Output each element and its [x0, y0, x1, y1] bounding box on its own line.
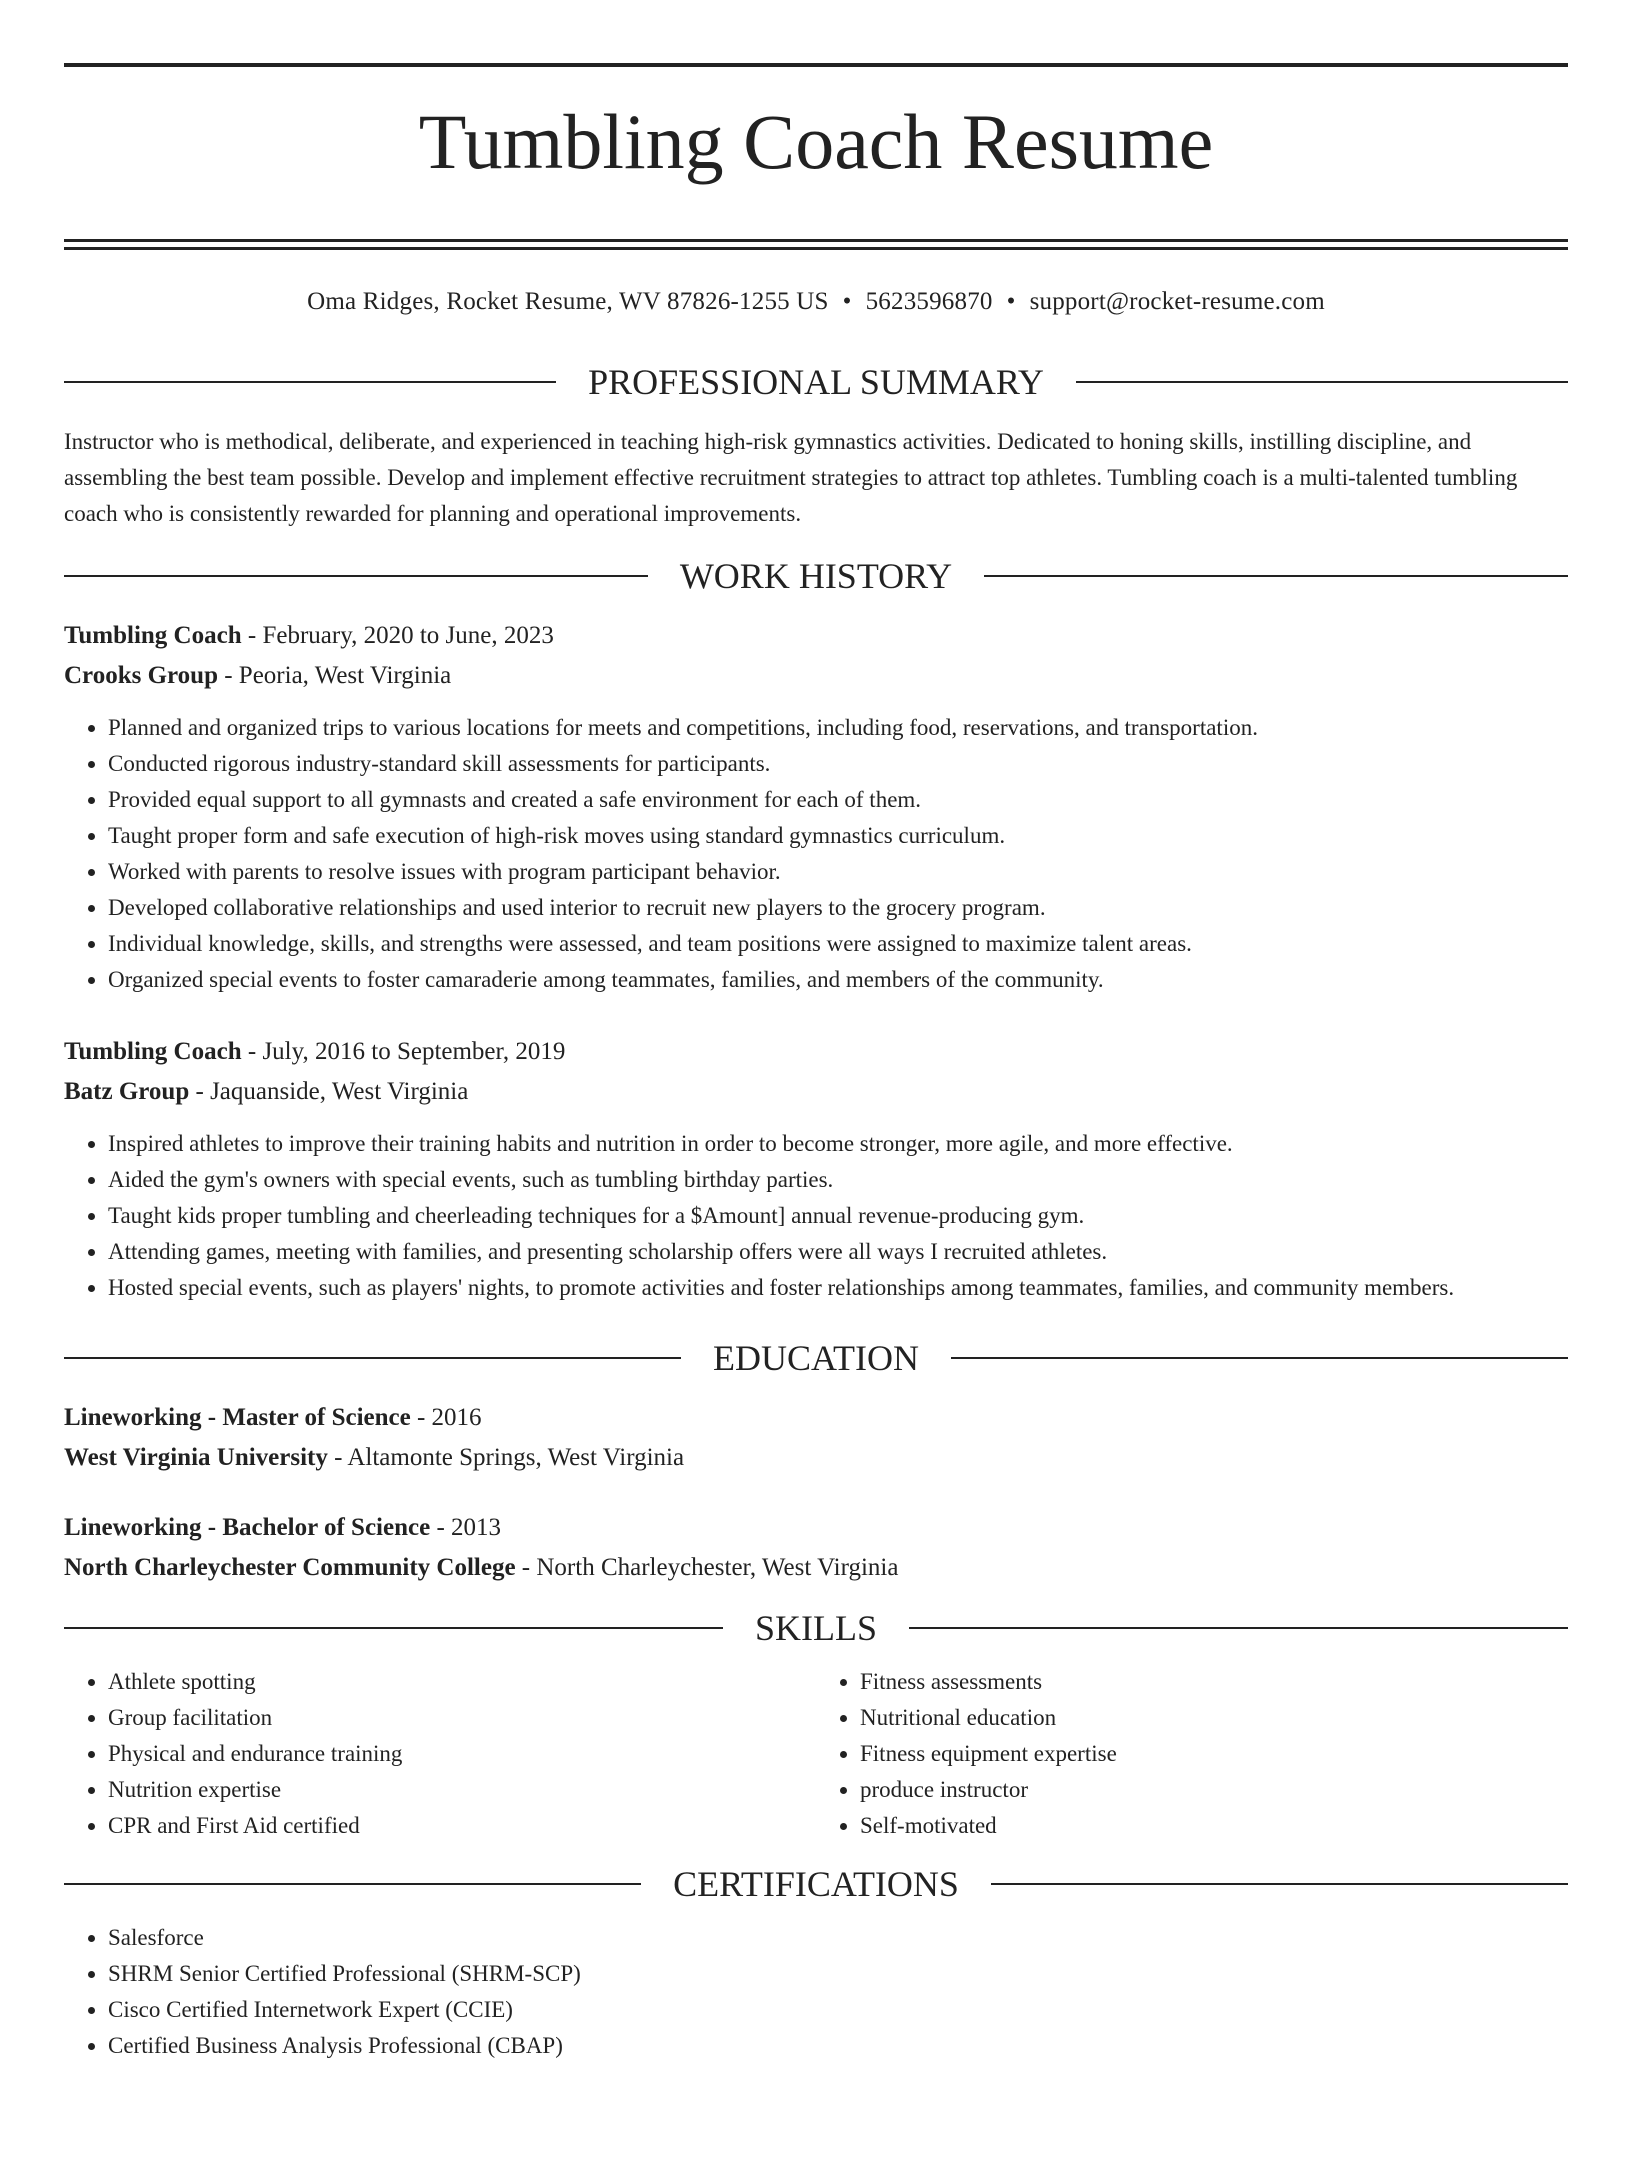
- section-rule: [991, 1883, 1568, 1885]
- degree-line: [64, 1508, 1568, 1548]
- list-item: • Physical and endurance training: [108, 1736, 816, 1772]
- degree-line: [64, 1398, 1568, 1438]
- title-double-rule: [64, 239, 1568, 250]
- list-item: • Provided equal support to all gymnasts and created a safe environment for each of them.: [108, 782, 1568, 818]
- list-item: • Taught kids proper tumbling and cheerleading techniques for a $Amount] annual revenue-producing gym.: [108, 1198, 1568, 1234]
- section-rule: [64, 1883, 641, 1885]
- section-title-summary: PROFESSIONAL SUMMARY: [588, 362, 1044, 402]
- job-company-line: [64, 1072, 1568, 1112]
- list-item: • Individual knowledge, skills, and strengths were assessed, and team positions were assigned to maximize talent areas.: [108, 926, 1568, 962]
- section-title-skills: SKILLS: [755, 1608, 878, 1648]
- job-company: Batz Group: [64, 1078, 190, 1105]
- job-entry: [64, 1032, 1568, 1112]
- list-item: • Athlete spotting: [108, 1664, 816, 1700]
- section-rule: [1076, 381, 1568, 383]
- list-item: • Self-motivated: [860, 1808, 1568, 1844]
- school-name: West Virginia University: [64, 1444, 328, 1471]
- contact-phone: 5623596870: [865, 288, 993, 315]
- resume-page: [0, 63, 1632, 2175]
- skills-columns: [64, 1664, 1568, 1844]
- section-header-work: [64, 558, 1568, 594]
- school-location: - North Charleychester, West Virginia: [515, 1554, 899, 1581]
- school-location: - Altamonte Springs, West Virginia: [327, 1444, 685, 1471]
- section-rule: [984, 575, 1568, 577]
- section-header-summary: [64, 364, 1568, 400]
- skills-list-left: [64, 1664, 816, 1844]
- list-item: • Nutrition expertise: [108, 1772, 816, 1808]
- contact-separator: •: [1006, 288, 1016, 315]
- contact-separator: •: [842, 288, 852, 315]
- job-dates: - July, 2016 to September, 2019: [241, 1038, 566, 1065]
- degree-year: - 2016: [410, 1404, 482, 1431]
- contact-line: [64, 288, 1568, 316]
- section-rule: [64, 1357, 681, 1359]
- education-entry: [64, 1398, 1568, 1478]
- job-title-line: [64, 616, 1568, 656]
- job-duties-list: [64, 710, 1568, 998]
- list-item: • Worked with parents to resolve issues with program participant behavior.: [108, 854, 1568, 890]
- list-item: • Hosted special events, such as players' nights, to promote activities and foster relationships among teammates, families, and community members.: [108, 1270, 1568, 1306]
- list-item: • Organized special events to foster camaraderie among teammates, families, and members of the community.: [108, 962, 1568, 998]
- section-header-certifications: [64, 1866, 1568, 1902]
- section-header-skills: [64, 1610, 1568, 1646]
- contact-email: support@rocket-resume.com: [1029, 288, 1325, 315]
- list-item: • Taught proper form and safe execution of high-risk moves using standard gymnastics curriculum.: [108, 818, 1568, 854]
- list-item: • Fitness assessments: [860, 1664, 1568, 1700]
- section-title-certifications: CERTIFICATIONS: [673, 1864, 959, 1904]
- section-title-education: EDUCATION: [713, 1338, 919, 1378]
- job-title: Tumbling Coach: [64, 622, 242, 649]
- list-item: • Nutritional education: [860, 1700, 1568, 1736]
- school-line: [64, 1438, 1568, 1478]
- contact-address: Oma Ridges, Rocket Resume, WV 87826-1255 US: [307, 288, 829, 315]
- list-item: • Attending games, meeting with families, and presenting scholarship offers were all ways I recruited athletes.: [108, 1234, 1568, 1270]
- education-entry: [64, 1508, 1568, 1588]
- list-item: • Certified Business Analysis Professional (CBAP): [108, 2028, 1568, 2064]
- section-rule: [64, 381, 556, 383]
- summary-text: Instructor who is methodical, deliberate, and experienced in teaching high-risk gymnastics activities. Dedicated to honing skills, instilling discipline, and assembling the best team possible. Develop and implement effective recruitment strategies to attract top athletes. Tumbling coach is a multi-talented tumbling coach who is consistently rewarded for planning and operational improvements.: [64, 429, 1518, 526]
- job-entry: [64, 616, 1568, 696]
- list-item: • Fitness equipment expertise: [860, 1736, 1568, 1772]
- job-location: - Jaquanside, West Virginia: [189, 1078, 469, 1105]
- list-item: • Conducted rigorous industry-standard skill assessments for participants.: [108, 746, 1568, 782]
- job-company-line: [64, 656, 1568, 696]
- list-item: • Aided the gym's owners with special events, such as tumbling birthday parties.: [108, 1162, 1568, 1198]
- resume-title: Tumbling Coach Resume: [418, 98, 1214, 185]
- job-title: Tumbling Coach: [64, 1038, 242, 1065]
- job-dates: - February, 2020 to June, 2023: [241, 622, 554, 649]
- school-name: North Charleychester Community College: [64, 1554, 516, 1581]
- certifications-list: [64, 1920, 1568, 2064]
- list-item: • Cisco Certified Internetwork Expert (CCIE): [108, 1992, 1568, 2028]
- list-item: • Inspired athletes to improve their training habits and nutrition in order to become stronger, more agile, and more effective.: [108, 1126, 1568, 1162]
- degree-name: Lineworking - Bachelor of Science: [64, 1514, 431, 1541]
- list-item: • Developed collaborative relationships and used interior to recruit new players to the grocery program.: [108, 890, 1568, 926]
- list-item: • Group facilitation: [108, 1700, 816, 1736]
- section-title-work: WORK HISTORY: [679, 556, 953, 596]
- section-rule: [951, 1357, 1568, 1359]
- job-company: Crooks Group: [64, 662, 218, 689]
- school-line: [64, 1548, 1568, 1588]
- list-item: • Salesforce: [108, 1920, 1568, 1956]
- list-item: • SHRM Senior Certified Professional (SHRM-SCP): [108, 1956, 1568, 1992]
- skills-list-right: [816, 1664, 1568, 1844]
- section-header-education: [64, 1340, 1568, 1376]
- section-rule: [64, 575, 648, 577]
- list-item: • CPR and First Aid certified: [108, 1808, 816, 1844]
- job-location: - Peoria, West Virginia: [217, 662, 452, 689]
- list-item: • produce instructor: [860, 1772, 1568, 1808]
- section-rule: [64, 1627, 723, 1629]
- job-duties-list: [64, 1126, 1568, 1306]
- degree-name: Lineworking - Master of Science: [64, 1404, 411, 1431]
- section-rule: [909, 1627, 1568, 1629]
- list-item: • Planned and organized trips to various locations for meets and competitions, including food, reservations, and transportation.: [108, 710, 1568, 746]
- job-title-line: [64, 1032, 1568, 1072]
- degree-year: - 2013: [430, 1514, 502, 1541]
